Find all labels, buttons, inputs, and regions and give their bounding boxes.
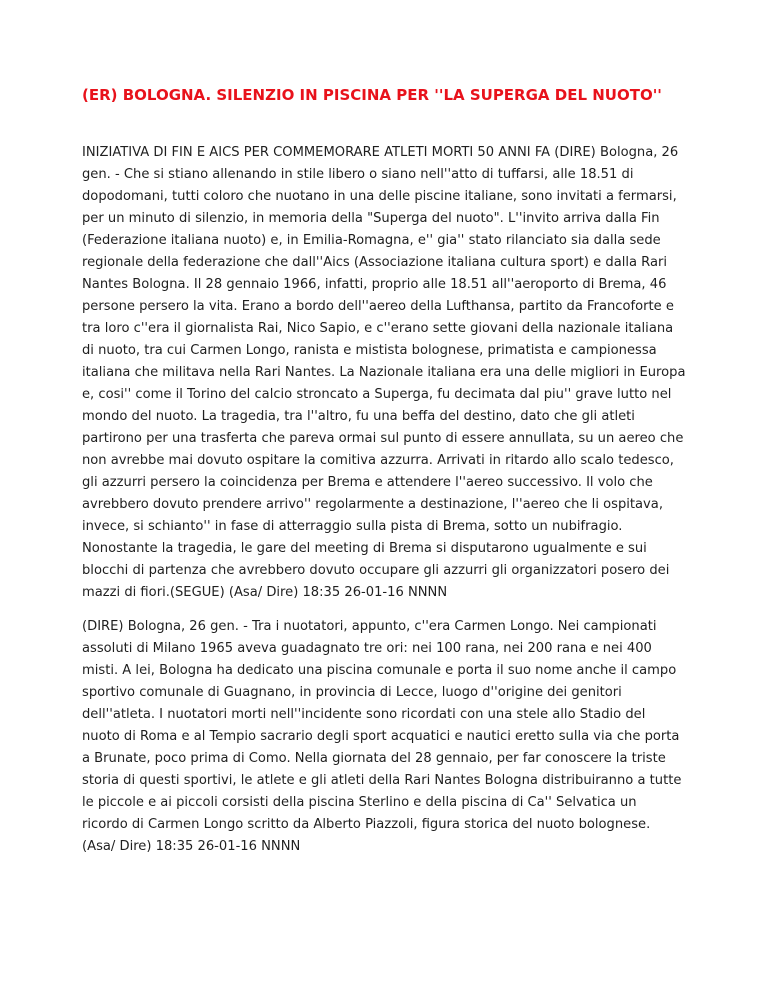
article (82, 84, 686, 858)
article-paragraph-2: (DIRE) Bologna, 26 gen. - Tra i nuotatori, appunto, c''era Carmen Longo. Nei campionati assoluti di Milano 1965 aveva guadagnato tre ori: nei 100 rana, nei 200 rana e nei 400 misti. A lei, Bologna ha dedicato una piscina comunale e porta il suo nome anche il campo sportivo comunale di Guagnano, in provincia di Lecce, luogo d''origine dei genitori dell''atleta. I nuotatori morti nell''incidente sono ricordati con una stele allo Stadio del nuoto di Roma e al Tempio sacrario degli sport acquatici e nautici eretto sulla via che porta a Brunate, poco prima di Como. Nella giornata del 28 gennaio, per far conoscere la triste storia di questi sportivi, le atlete e gli atleti della Rari Nantes Bologna distribuiranno a tutte le piccole e ai piccoli corsisti della piscina Sterlino e della piscina di Ca'' Selvatica un ricordo di Carmen Longo scritto da Alberto Piazzoli, figura storica del nuoto bolognese. (Asa/ Dire) 18:35 26-01-16 NNNN (82, 619, 682, 854)
article-paragraph-1: INIZIATIVA DI FIN E AICS PER COMMEMORARE ATLETI MORTI 50 ANNI FA (DIRE) Bologna, 26 gen. - Che si stiano allenando in stile libero o siano nell''atto di tuffarsi, alle 18.51 di dopodomani, tutti coloro che nuotano in una delle piscine italiane, sono invitati a fermarsi, per un minuto di silenzio, in memoria della "Superga del nuoto". L''invito arriva dalla Fin (Federazione italiana nuoto) e, in Emilia-Romagna, e'' gia'' stato rilanciato sia dalla sede regionale della federazione che dall''Aics (Associazione italiana cultura sport) e dalla Rari Nantes Bologna. Il 28 gennaio 1966, infatti, proprio alle 18.51 all''aeroporto di Brema, 46 persone persero la vita. Erano a bordo dell''aereo della Lufthansa, partito da Francoforte e tra loro c''era il giornalista Rai, Nico Sapio, e c''erano sette giovani della nazionale italiana di nuoto, tra cui Carmen Longo, ranista e mistista bolognese, primatista e campionessa italiana che militava nella Rari Nantes. La Nazionale italiana era una delle migliori in Europa e, cosi'' come il Torino del calcio stroncato a Superga, fu decimata dal piu'' grave lutto nel mondo del nuoto. La tragedia, tra l''altro, fu una beffa del destino, dato che gli atleti partirono per una trasferta che pareva ormai sul punto di essere annullata, su un aereo che non avrebbe mai dovuto ospitare la comitiva azzurra. Arrivati in ritardo allo scalo tedesco, gli azzurri persero la coincidenza per Brema e attendere l''aereo successivo. Il volo che avrebbero dovuto prendere arrivo'' regolarmente a destinazione, l''aereo che li ospitava, invece, si schianto'' in fase di atterraggio sulla pista di Brema, sotto un nubifragio. Nonostante la tragedia, le gare del meeting di Brema si disputarono ugualmente e sui blocchi di partenza che avrebbero dovuto occupare gli azzurri gli organizzatori posero dei mazzi di fiori.(SEGUE) (Asa/ Dire) 18:35 26-01-16 NNNN (82, 145, 686, 600)
article-headline: (ER) BOLOGNA. SILENZIO IN PISCINA PER ''LA SUPERGA DEL NUOTO'' (82, 86, 662, 104)
